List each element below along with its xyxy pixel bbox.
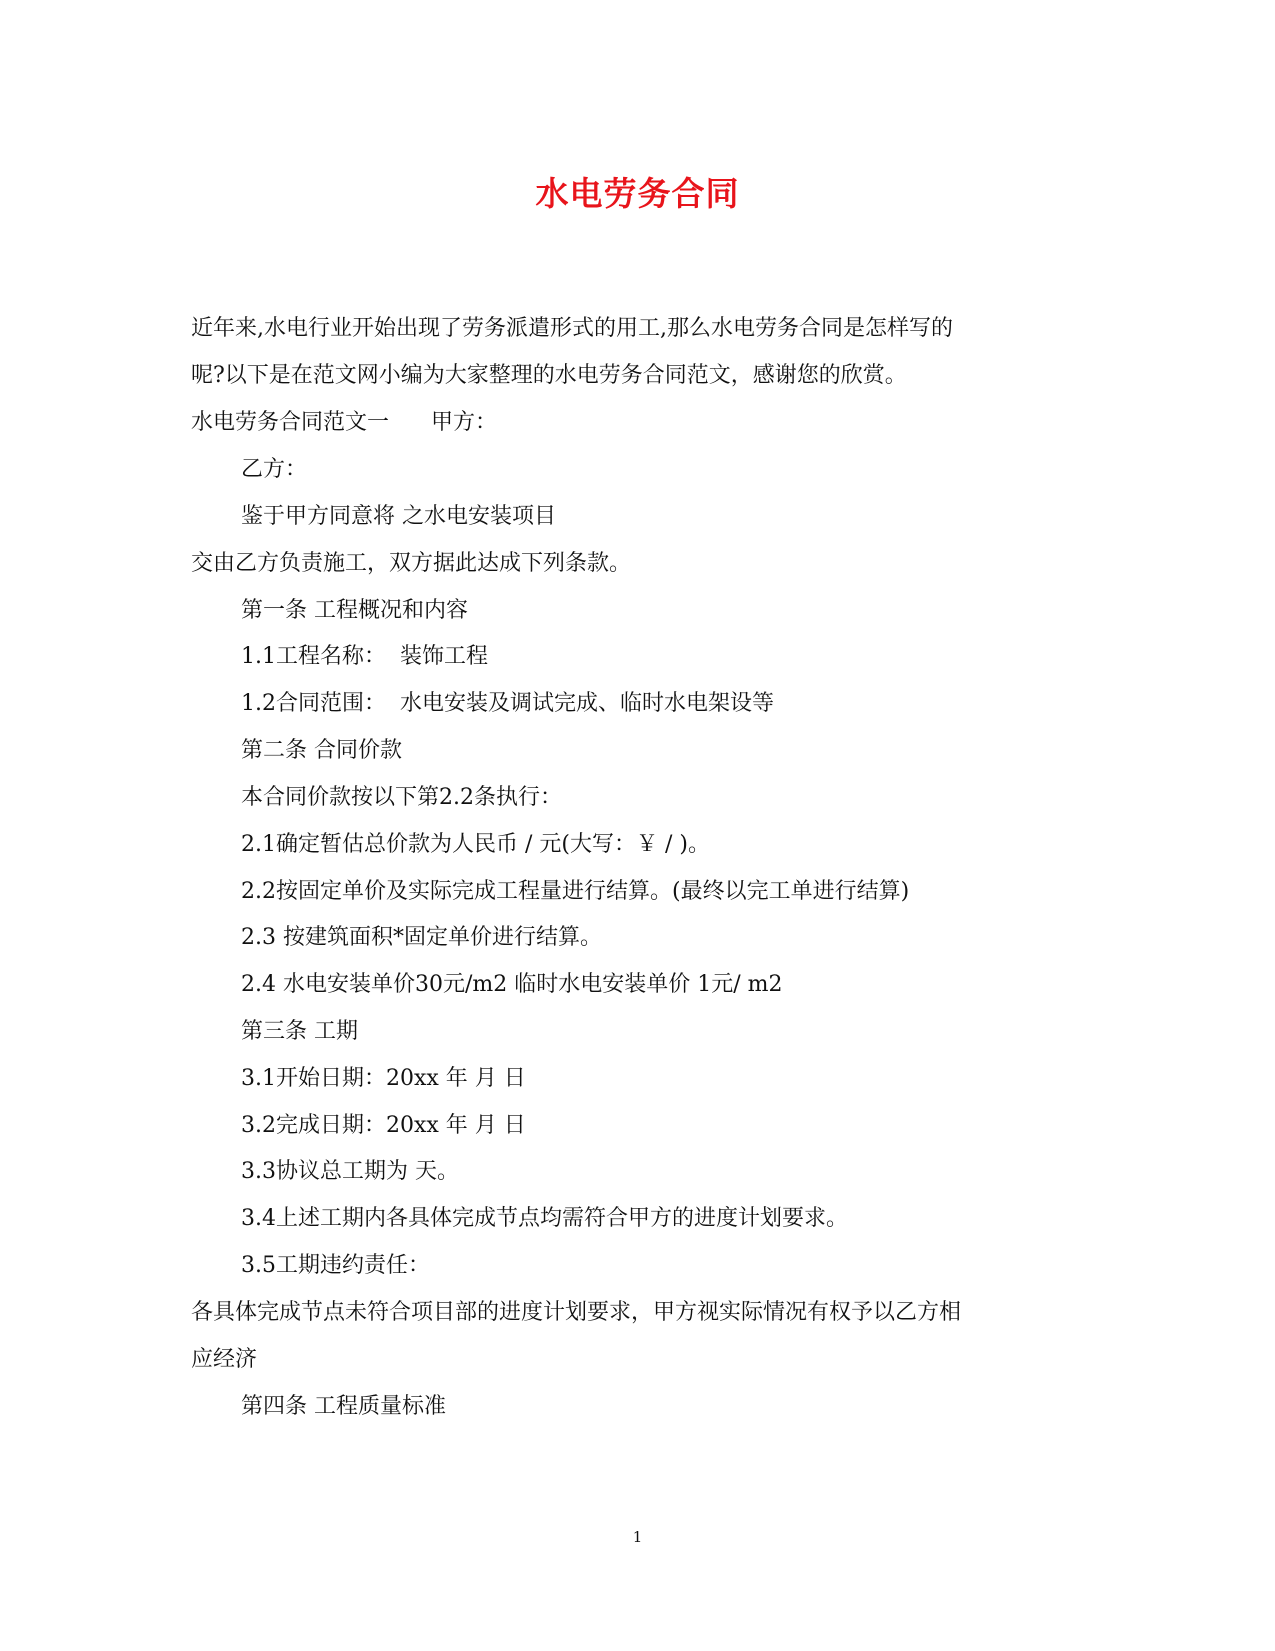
body-line-8: 1.1工程名称： 装饰工程 [241,644,488,669]
body-line-19: 3.3协议总工期为 天。 [241,1159,459,1184]
article-3-heading: 第三条 工期 [241,1019,358,1044]
body-line-3: 水电劳务合同范文一 甲方： [191,410,497,435]
body-line-22: 各具体完成节点未符合项目部的进度计划要求，甲方视实际情况有权予以乙方相 [191,1300,962,1325]
body-line-5: 鉴于甲方同意将 之水电安装项目 [241,504,556,529]
body-line-12: 2.1确定暂估总价款为人民币 / 元(大写：￥ / )。 [241,832,710,857]
document-title: 水电劳务合同 [535,174,740,213]
body-line-9: 1.2合同范围： 水电安装及调试完成、临时水电架设等 [241,691,774,716]
body-line-17: 3.1开始日期：20xx 年 月 日 [241,1066,526,1091]
body-line-18: 3.2完成日期：20xx 年 月 日 [241,1113,526,1138]
body-line-23: 应经济 [191,1347,258,1372]
body-line-11: 本合同价款按以下第2.2条执行： [241,785,562,810]
body-line-4: 乙方： [241,457,308,482]
body-line-20: 3.4上述工期内各具体完成节点均需符合甲方的进度计划要求。 [241,1206,848,1231]
body-line-14: 2.3 按建筑面积*固定单价进行结算。 [241,925,602,950]
body-line-2: 呢?以下是在范文网小编为大家整理的水电劳务合同范文，感谢您的欣赏。 [191,363,907,388]
page-number: 1 [632,1528,643,1546]
article-1-heading: 第一条 工程概况和内容 [241,598,468,623]
article-2-heading: 第二条 合同价款 [241,738,402,763]
body-line-1: 近年来,水电行业开始出现了劳务派遣形式的用工,那么水电劳务合同是怎样写的 [191,316,953,341]
body-line-13: 2.2按固定单价及实际完成工程量进行结算。(最终以完工单进行结算) [241,879,910,904]
body-line-6: 交由乙方负责施工，双方据此达成下列条款。 [191,551,632,576]
body-line-21: 3.5工期违约责任： [241,1253,430,1278]
article-4-heading: 第四条 工程质量标准 [241,1394,446,1419]
body-line-15: 2.4 水电安装单价30元/m2 临时水电安装单价 1元/ m2 [241,972,783,997]
